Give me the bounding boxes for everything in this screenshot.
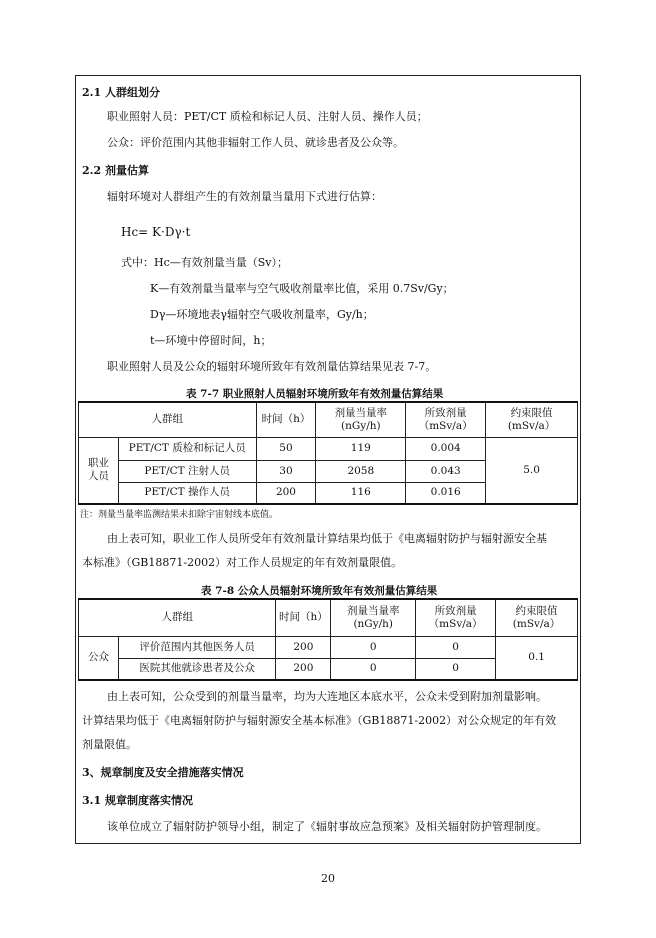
- results-reference: 职业照射人员及公众的辐射环境所致年有效剂量估算结果见表 7-7。: [107, 360, 437, 373]
- row-rate: 0: [331, 636, 416, 658]
- occupational-group-text: 职业照射人员：PET/CT 质检和标记人员、注射人员、操作人员；: [107, 110, 428, 123]
- row-name: PET/CT 操作人员: [118, 482, 256, 504]
- table-7-7-note: 注：剂量当量率监测结果未扣除宇宙射线本底值。: [80, 510, 279, 520]
- page-number: 20: [321, 872, 335, 885]
- header-time: 时间（h）: [256, 402, 316, 437]
- table-7-8-conclusion-line2: 计算结果均低于《电离辐射防护与辐射源安全基本标准》（GB18871-2002）对公众规定的年有效: [82, 714, 557, 727]
- row-time: 50: [256, 437, 316, 460]
- limit-cell: 0.1: [496, 636, 578, 680]
- header-group: 人群组: [79, 402, 257, 437]
- header-limit: 约束限值 (mSv/a）: [496, 599, 578, 636]
- dose-formula: Hc= K·Dγ·t: [121, 225, 191, 239]
- row-dose: 0: [416, 658, 496, 680]
- table-row: [79, 437, 578, 460]
- section-3-1-body: 该单位成立了辐射防护领导小组，制定了《辐射事故应急预案》及相关辐射防护管理制度。: [107, 820, 547, 833]
- row-time: 30: [256, 460, 316, 482]
- row-name: 医院其他就诊患者及公众: [118, 658, 276, 680]
- section-3-heading: 3、规章制度及安全措施落实情况: [82, 766, 244, 779]
- row-dose: 0.004: [406, 437, 486, 460]
- table-7-8: [78, 598, 578, 681]
- header-group: 人群组: [79, 599, 276, 636]
- row-rate: 0: [331, 658, 416, 680]
- table-header-row: [79, 599, 578, 636]
- table-7-7: [78, 401, 578, 505]
- row-name: 评价范围内其他医务人员: [118, 636, 276, 658]
- table-7-8-caption: 表 7-8 公众人员辐射环境所致年有效剂量估算结果: [201, 585, 438, 597]
- public-group-text: 公众：评价范围内其他非辐射工作人员、就诊患者及公众等。: [107, 136, 404, 149]
- section-3-1-heading: 3.1 规章制度落实情况: [82, 794, 193, 807]
- row-name: PET/CT 注射人员: [118, 460, 256, 482]
- table-7-8-conclusion-line1: 由上表可知，公众受到的剂量当量率，均为大连地区本底水平，公众未受到附加剂量影响。: [107, 690, 547, 703]
- table-header-row: [79, 402, 578, 437]
- table-7-8-conclusion-line3: 剂量限值。: [82, 738, 137, 751]
- section-2-1-heading: 2.1 人群组划分: [82, 86, 160, 99]
- header-limit: 约束限值 (mSv/a）: [486, 402, 578, 437]
- group-cell: 职业 人员: [79, 437, 119, 504]
- table-7-7-caption: 表 7-7 职业照射人员辐射环境所致年有效剂量估算结果: [186, 388, 444, 400]
- row-dose: 0.016: [406, 482, 486, 504]
- header-time: 时间（h）: [276, 599, 331, 636]
- table-row: [79, 636, 578, 658]
- table-7-7-conclusion-line2: 本标准》（GB18871-2002）对工作人员规定的年有效剂量限值。: [82, 556, 403, 569]
- formula-definition-hc: 式中：Hc—有效剂量当量（Sv）；: [121, 256, 289, 269]
- table-7-7-conclusion-line1: 由上表可知，职业工作人员所受年有效剂量计算结果均低于《电离辐射防护与辐射源安全基: [107, 532, 547, 545]
- row-rate: 116: [316, 482, 406, 504]
- header-dose: 所致剂量 （mSv/a）: [416, 599, 496, 636]
- row-name: PET/CT 质检和标记人员: [118, 437, 256, 460]
- row-time: 200: [256, 482, 316, 504]
- header-rate: 剂量当量率 (nGy/h): [316, 402, 406, 437]
- limit-cell: 5.0: [486, 437, 578, 504]
- formula-definition-d: Dγ—环境地表γ辐射空气吸收剂量率，Gy/h；: [150, 308, 374, 321]
- row-time: 200: [276, 636, 331, 658]
- row-rate: 2058: [316, 460, 406, 482]
- row-dose: 0.043: [406, 460, 486, 482]
- formula-intro: 辐射环境对人群组产生的有效剂量当量用下式进行估算：: [107, 190, 382, 203]
- row-rate: 119: [316, 437, 406, 460]
- row-time: 200: [276, 658, 331, 680]
- header-dose: 所致剂量 （mSv/a）: [406, 402, 486, 437]
- formula-definition-t: t—环境中停留时间，h；: [150, 334, 272, 347]
- header-rate: 剂量当量率 (nGy/h): [331, 599, 416, 636]
- row-dose: 0: [416, 636, 496, 658]
- group-cell: 公众: [79, 636, 119, 680]
- section-2-2-heading: 2.2 剂量估算: [82, 164, 149, 177]
- formula-definition-k: K—有效剂量当量率与空气吸收剂量率比值，采用 0.7Sv/Gy；: [150, 282, 454, 295]
